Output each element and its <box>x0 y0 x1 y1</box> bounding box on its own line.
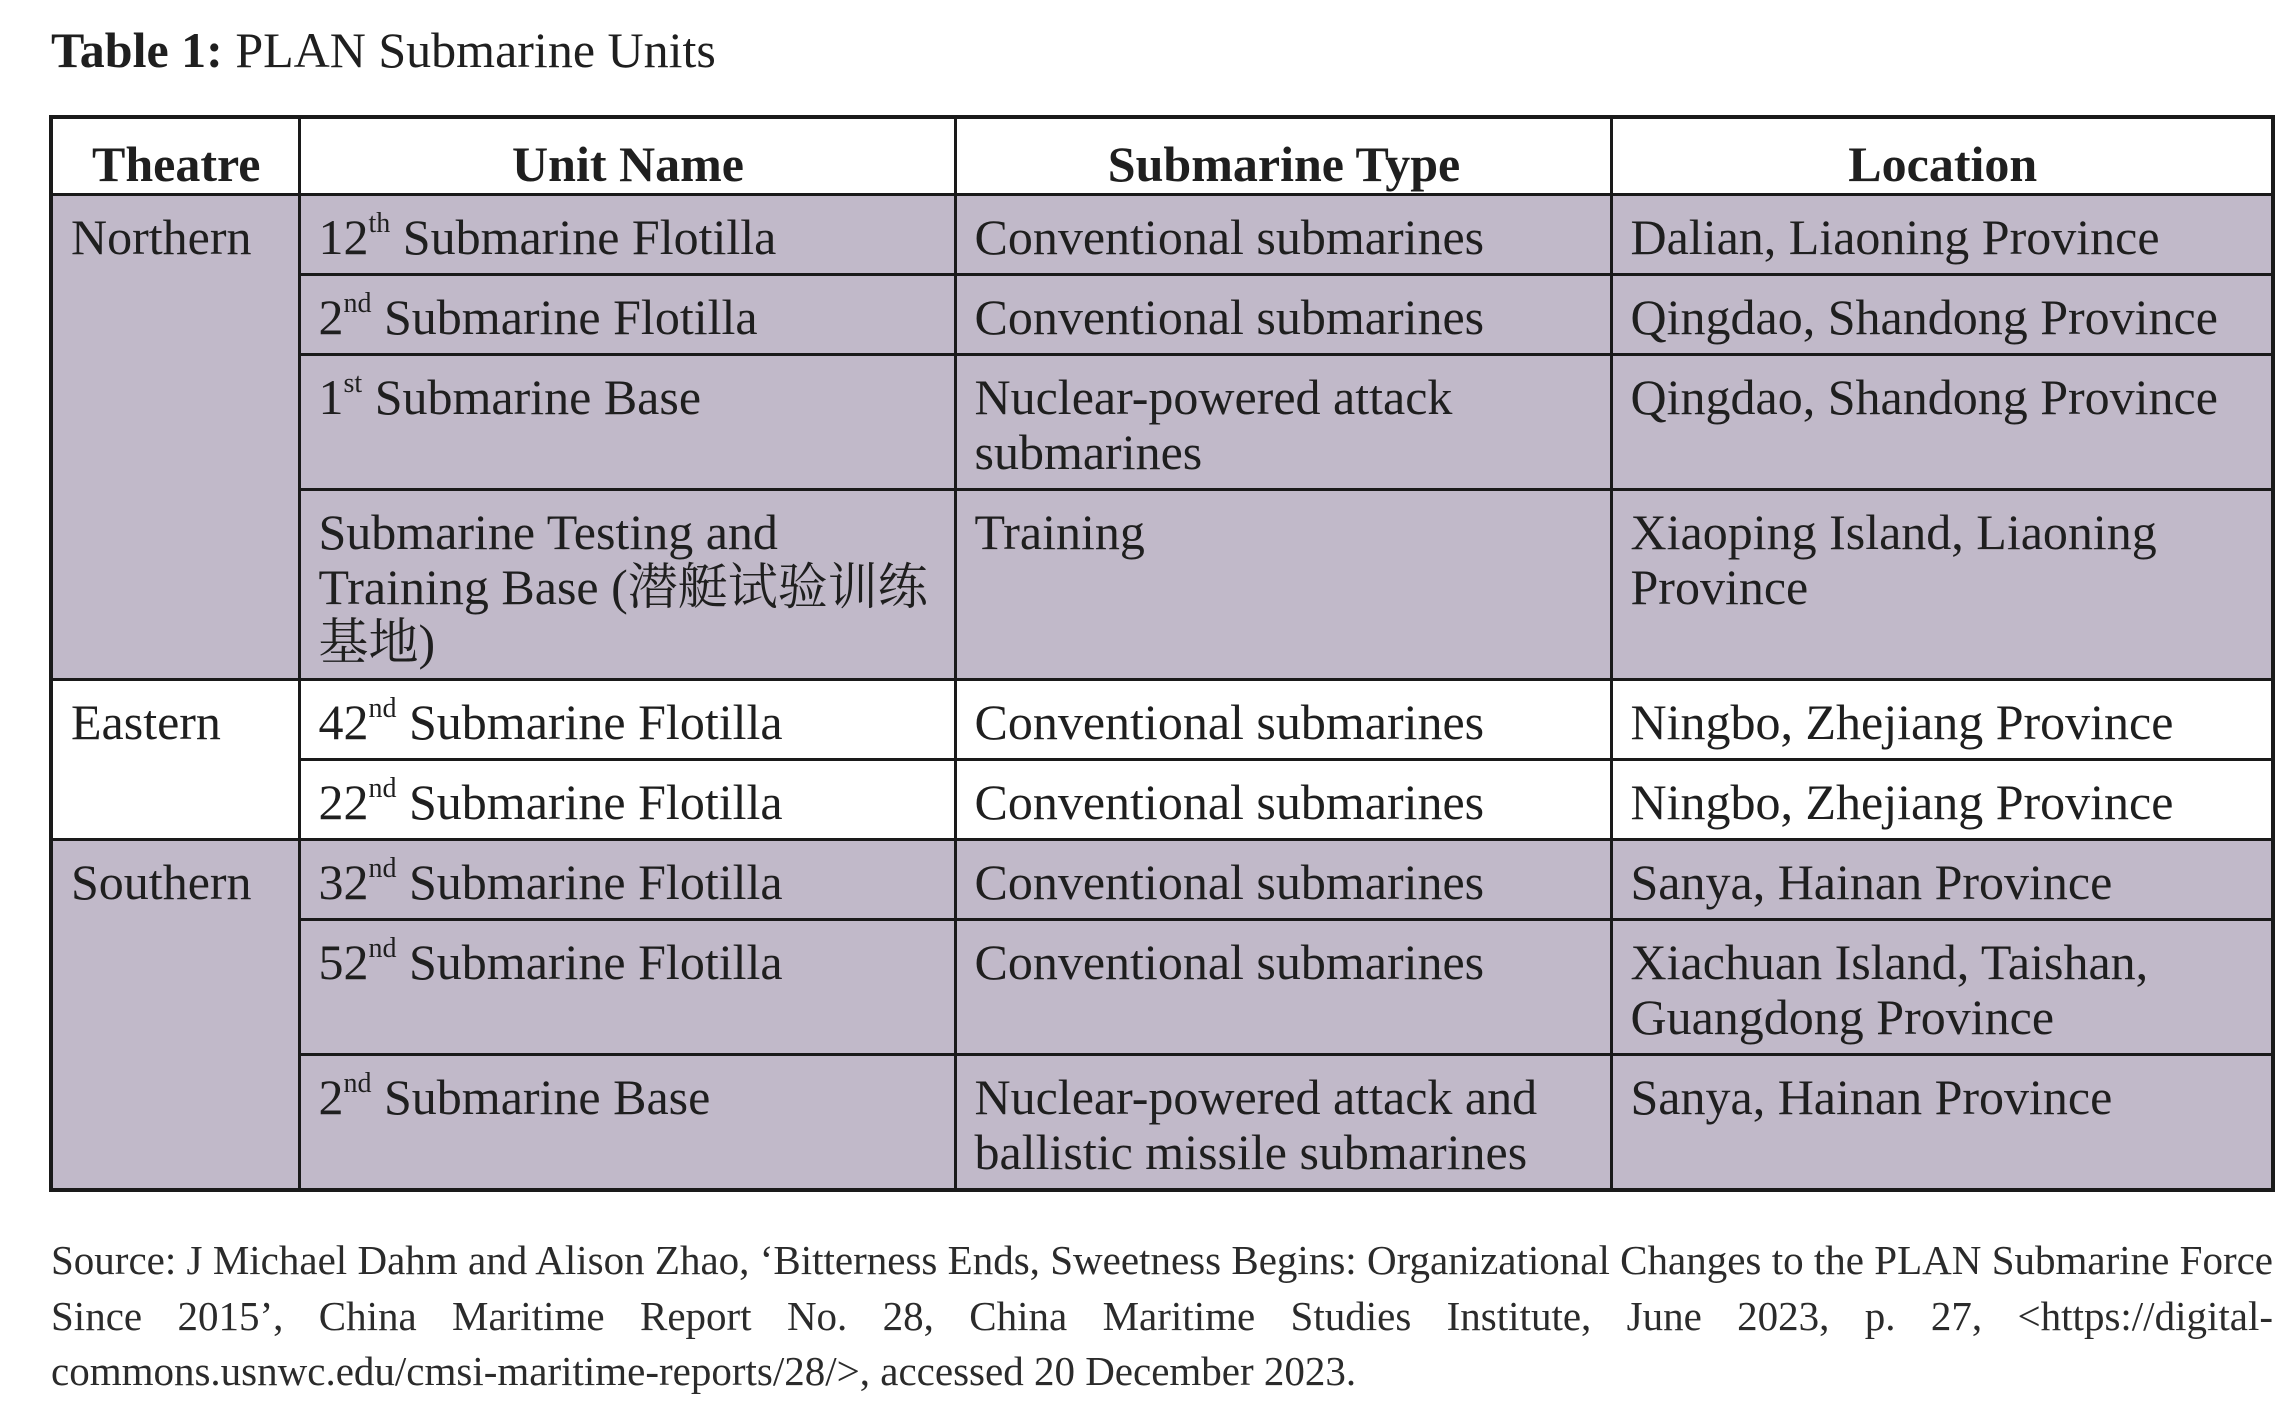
submarine-type-cell: Training <box>955 490 1611 680</box>
unit-number: 12 <box>318 209 369 265</box>
unit-ordinal-suffix: nd <box>368 933 397 965</box>
unit-name-text: Submarine Flotilla <box>396 934 783 990</box>
unit-name-text: Submarine Testing and Training Base (潜艇试验训练基地) <box>318 504 928 670</box>
unit-ordinal-suffix: nd <box>368 853 397 885</box>
table-caption-label: Table 1: <box>51 22 223 78</box>
header-theatre: Theatre <box>51 117 299 195</box>
unit-name-cell <box>299 275 955 355</box>
location-cell: Xiachuan Island, Taishan, Guangdong Province <box>1611 920 2273 1055</box>
unit-name-cell <box>299 760 955 840</box>
location-cell: Xiaoping Island, Liaoning Province <box>1611 490 2273 680</box>
unit-number: 2 <box>318 1069 344 1125</box>
submarine-type-cell: Nuclear-powered attack submarines <box>955 355 1611 490</box>
table-body <box>51 195 2273 1191</box>
submarine-type-cell: Conventional submarines <box>955 680 1611 760</box>
header-unit-name: Unit Name <box>299 117 955 195</box>
unit-name-cell <box>299 195 955 275</box>
unit-name-text: Submarine Flotilla <box>396 854 783 910</box>
table-row <box>51 1055 2273 1191</box>
unit-name-cell <box>299 920 955 1055</box>
unit-ordinal-suffix: nd <box>343 1068 372 1100</box>
unit-name-text: Submarine Flotilla <box>396 774 783 830</box>
unit-name-cell <box>299 840 955 920</box>
unit-ordinal-suffix: nd <box>368 773 397 805</box>
submarine-type-cell: Nuclear-powered attack and ballistic missile submarines <box>955 1055 1611 1191</box>
table-row <box>51 920 2273 1055</box>
theatre-cell: Northern <box>51 195 299 680</box>
submarine-units-table <box>49 115 2275 1192</box>
submarine-type-cell: Conventional submarines <box>955 840 1611 920</box>
location-cell: Sanya, Hainan Province <box>1611 840 2273 920</box>
location-cell: Dalian, Liaoning Province <box>1611 195 2273 275</box>
table-caption-title: PLAN Submarine Units <box>235 22 716 78</box>
location-cell: Sanya, Hainan Province <box>1611 1055 2273 1191</box>
unit-number: 1 <box>318 369 344 425</box>
header-location: Location <box>1611 117 2273 195</box>
unit-name-text: Submarine Flotilla <box>390 209 777 265</box>
table-row <box>51 195 2273 275</box>
theatre-cell: Eastern <box>51 680 299 840</box>
unit-name-cell <box>299 490 955 680</box>
unit-name-cell <box>299 680 955 760</box>
location-cell: Qingdao, Shandong Province <box>1611 355 2273 490</box>
unit-number: 2 <box>318 289 344 345</box>
location-cell: Ningbo, Zhejiang Province <box>1611 760 2273 840</box>
unit-number: 42 <box>318 694 369 750</box>
location-cell: Qingdao, Shandong Province <box>1611 275 2273 355</box>
table-row <box>51 840 2273 920</box>
submarine-type-cell: Conventional submarines <box>955 275 1611 355</box>
submarine-type-cell: Conventional submarines <box>955 920 1611 1055</box>
submarine-type-cell: Conventional submarines <box>955 195 1611 275</box>
unit-name-text: Submarine Base <box>362 369 702 425</box>
unit-number: 22 <box>318 774 369 830</box>
unit-ordinal-suffix: th <box>368 208 391 240</box>
source-note: Source: J Michael Dahm and Alison Zhao, ‘Bitterness Ends, Sweetness Begins: Organizational Changes to the PLAN Submarine Force Since 2015’, China Maritime Report No. 28, China Maritime Studies Institute, June 2023, p. 27, <https://digital-commons.usnwc.edu/cmsi-maritime-reports/28/>, accessed 20 December 2023. <box>51 1237 2273 1394</box>
unit-name-text: Submarine Flotilla <box>371 289 758 345</box>
table-row <box>51 275 2273 355</box>
unit-number: 32 <box>318 854 369 910</box>
submarine-type-cell: Conventional submarines <box>955 760 1611 840</box>
location-cell: Ningbo, Zhejiang Province <box>1611 680 2273 760</box>
table-caption <box>51 18 716 82</box>
header-submarine-type: Submarine Type <box>955 117 1611 195</box>
unit-ordinal-suffix: st <box>343 368 363 400</box>
unit-ordinal-suffix: nd <box>368 693 397 725</box>
unit-number: 52 <box>318 934 369 990</box>
unit-name-cell <box>299 355 955 490</box>
unit-name-text: Submarine Base <box>371 1069 711 1125</box>
table-row <box>51 355 2273 490</box>
unit-ordinal-suffix: nd <box>343 288 372 320</box>
table-row <box>51 760 2273 840</box>
theatre-cell: Southern <box>51 840 299 1191</box>
unit-name-cell <box>299 1055 955 1191</box>
unit-name-text: Submarine Flotilla <box>396 694 783 750</box>
table-row <box>51 490 2273 680</box>
table-header <box>51 117 2273 195</box>
table-row <box>51 680 2273 760</box>
